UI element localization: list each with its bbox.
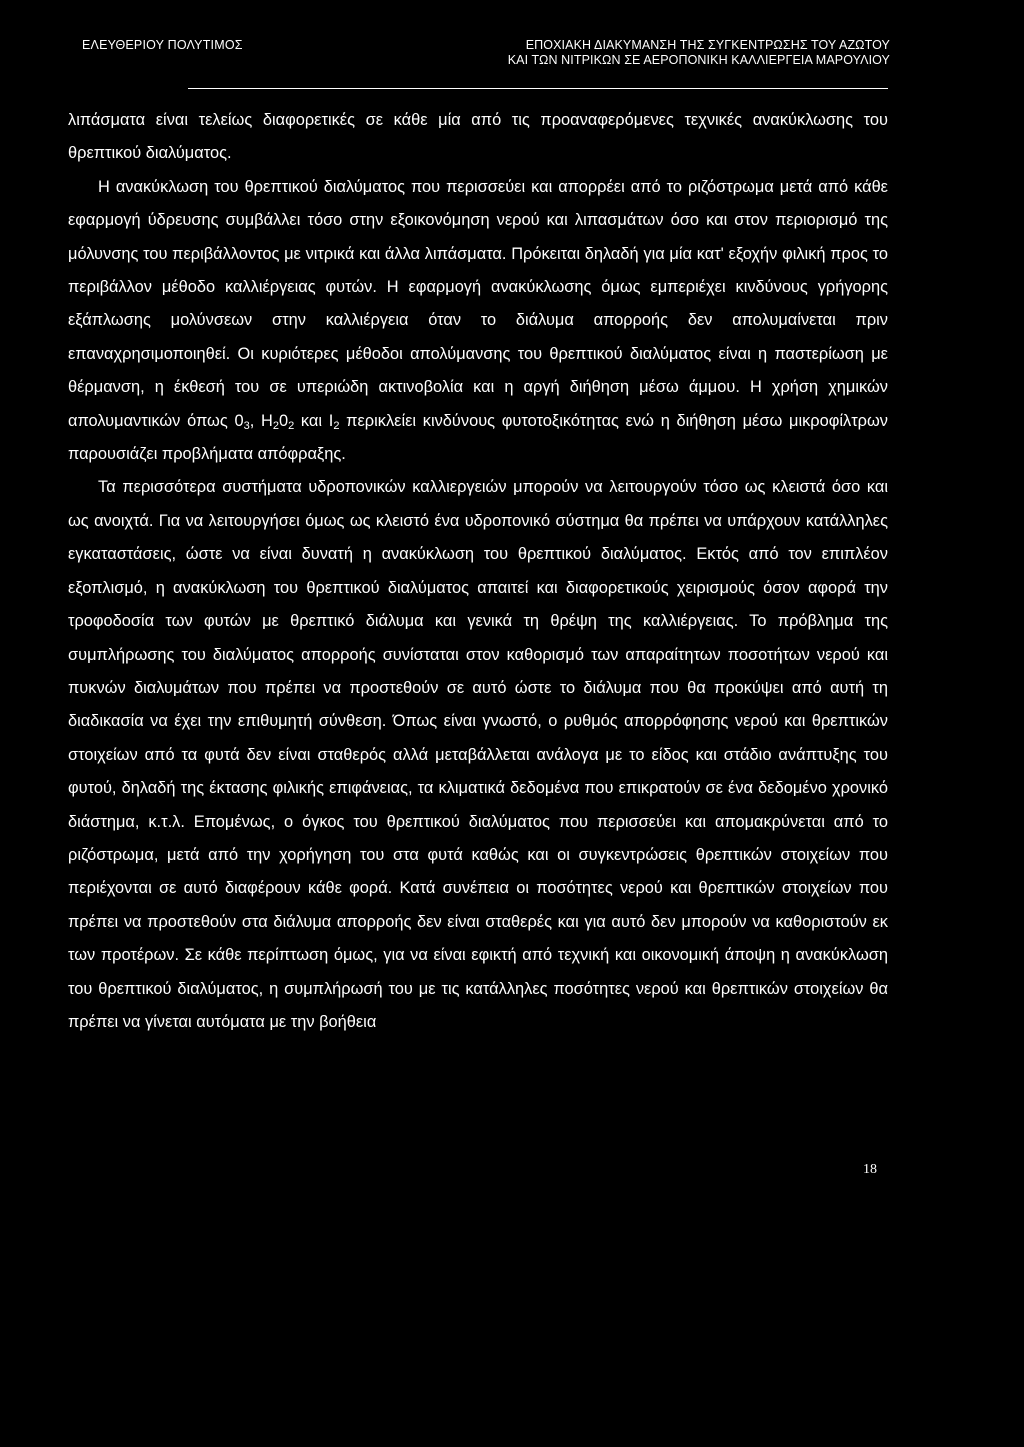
- subscript-i2: 2: [333, 419, 340, 432]
- paragraph-3: Τα περισσότερα συστήματα υδροπονικών καλλιεργειών μπορούν να λειτουργούν τόσο ως κλειστά όσο και ως ανοιχτά. Για να λειτουργήσει όμως ως κλειστό ένα υδροπονικό σύστημα θα πρέπει να υπάρχουν κατάλληλες εγκαταστάσεις, ώστε να είναι δυνατή η ανακύκλωση του θρεπτικού διαλύματος. Εκτός από τον επιπλέον εξοπλισμό, η ανακύκλωση του θρεπτικού διαλύματος απαιτεί και διαφορετικούς χειρισμούς όσον αφορά την τροφοδοσία των φυτών με θρεπτικό διάλυμα και γενικά τη θρέψη της καλλιέργειας. Το πρόβλημα της συμπλήρωσης του διαλύματος απορροής συνίσταται στον καθορισμό των απαραίτητων ποσοτήτων νερού και πυκνών διαλυμάτων που πρέπει να προστεθούν σε αυτό ώστε το διάλυμα που θα προκύψει από αυτή τη διαδικασία να έχει την επιθυμητή σύνθεση. Όπως είναι γνωστό, ο ρυθμός απορρόφησης νερού και θρεπτικών στοιχείων από τα φυτά δεν είναι σταθερός αλλά μεταβάλλεται ανάλογα με το είδος και στάδιο ανάπτυξης του φυτού, δηλαδή της έκτασης φιλικής επιφάνειας, τα κλιματικά δεδομένα που επικρατούν σε ένα δεδομένο χρονικό διάστημα, κ.τ.λ. Επομένως, ο όγκος του θρεπτικού διαλύματος που περισσεύει και απομακρύνεται από το ριζόστρωμα, μετά από την χορήγηση του στα φυτά καθώς και οι συγκεντρώσεις θρεπτικών στοιχείων που περιέχονται σε αυτό διαφέρουν κάθε φορά. Κατά συνέπεια οι ποσότητες νερού και θρεπτικών στοιχείων που πρέπει να προστεθούν στα διάλυμα απορροής δεν είναι σταθερές και για αυτό δεν μπορούν να καθοριστούν εκ των προτέρων. Σε κάθε περίπτωση όμως, για να είναι εφικτή από τεχνική και οικονομική άποψη η ανακύκλωση του θρεπτικού διαλύματος, η συμπλήρωσή του με τις κατάλληλες ποσότητες νερού και θρεπτικών στοιχείων θα πρέπει να γίνεται αυτόματα με την βοήθεια: [68, 478, 888, 1031]
- running-header: [82, 38, 890, 90]
- paragraph-2-part-a: Η ανακύκλωση του θρεπτικού διαλύματος που περισσεύει και απορρέει από το ριζόστρωμα μετά από κάθε εφαρμογή ύδρευσης συμβάλλει τόσο στην εξοικονόμηση νερού και λιπασμάτων όσο και στον περιορισμό της μόλυνσης του περιβάλλοντος με νιτρικά και άλλα λιπάσματα. Πρόκειται δηλαδή για μία κατ' εξοχήν φιλική προς το περιβάλλον μέθοδο καλλιέργειας φυτών. Η εφαρμογή ανακύκλωσης όμως εμπεριέχει κινδύνους γρήγορης εξάπλωσης μολύνσεων στην καλλιέργεια όταν το διάλυμα απορροής δεν απολυμαίνεται πριν επαναχρησιμοποιηθεί. Οι κυριότερες μέθοδοι απολύμανσης του θρεπτικού διαλύματος είναι η παστερίωση με θέρμανση, η έκθεσή του σε υπεριώδη ακτινοβολία και η αργή διήθηση μέσω άμμου. Η χρήση χημικών απολυμαντικών όπως 0: [68, 177, 888, 430]
- header-divider: [188, 88, 888, 89]
- paragraph-2: [68, 171, 888, 472]
- header-title: [508, 38, 890, 68]
- paragraph-2-part-c: 0: [278, 411, 289, 430]
- body-text: [68, 104, 888, 1039]
- paragraph-1: λιπάσματα είναι τελείως διαφορετικές σε κάθε μία από τις προαναφερόμενες τεχνικές ανακύκλωσης του θρεπτικού διαλύματος.: [68, 111, 888, 163]
- subscript-o3: 3: [243, 419, 250, 432]
- paragraph-2-part-b: , H: [249, 411, 273, 430]
- header-title-line-1: ΕΠΟΧΙΑΚΗ ΔΙΑΚΥΜΑΝΣΗ ΤΗΣ ΣΥΓΚΕΝΤΡΩΣΗΣ ΤΟΥ ΑΖΩΤΟΥ: [525, 38, 890, 52]
- paragraph-2-part-d: και I: [294, 411, 334, 430]
- page-number: 18: [863, 1162, 877, 1177]
- subscript-o2: 2: [288, 419, 295, 432]
- header-author: ΕΛΕΥΘΕΡΙΟΥ ΠΟΛΥΤΙΜΟΣ: [82, 38, 243, 52]
- subscript-h2: 2: [272, 419, 279, 432]
- paragraph-2-part-e: περικλείει κινδύνους φυτοτοξικότητας ενώ η διήθηση μέσω μικροφίλτρων παρουσιάζει προβλήματα απόφραξης.: [68, 411, 888, 464]
- header-title-line-2: ΚΑΙ ΤΩΝ ΝΙΤΡΙΚΩΝ ΣΕ ΑΕΡΟΠΟΝΙΚΗ ΚΑΛΛΙΕΡΓΕΙΑ ΜΑΡΟΥΛΙΟΥ: [507, 53, 890, 67]
